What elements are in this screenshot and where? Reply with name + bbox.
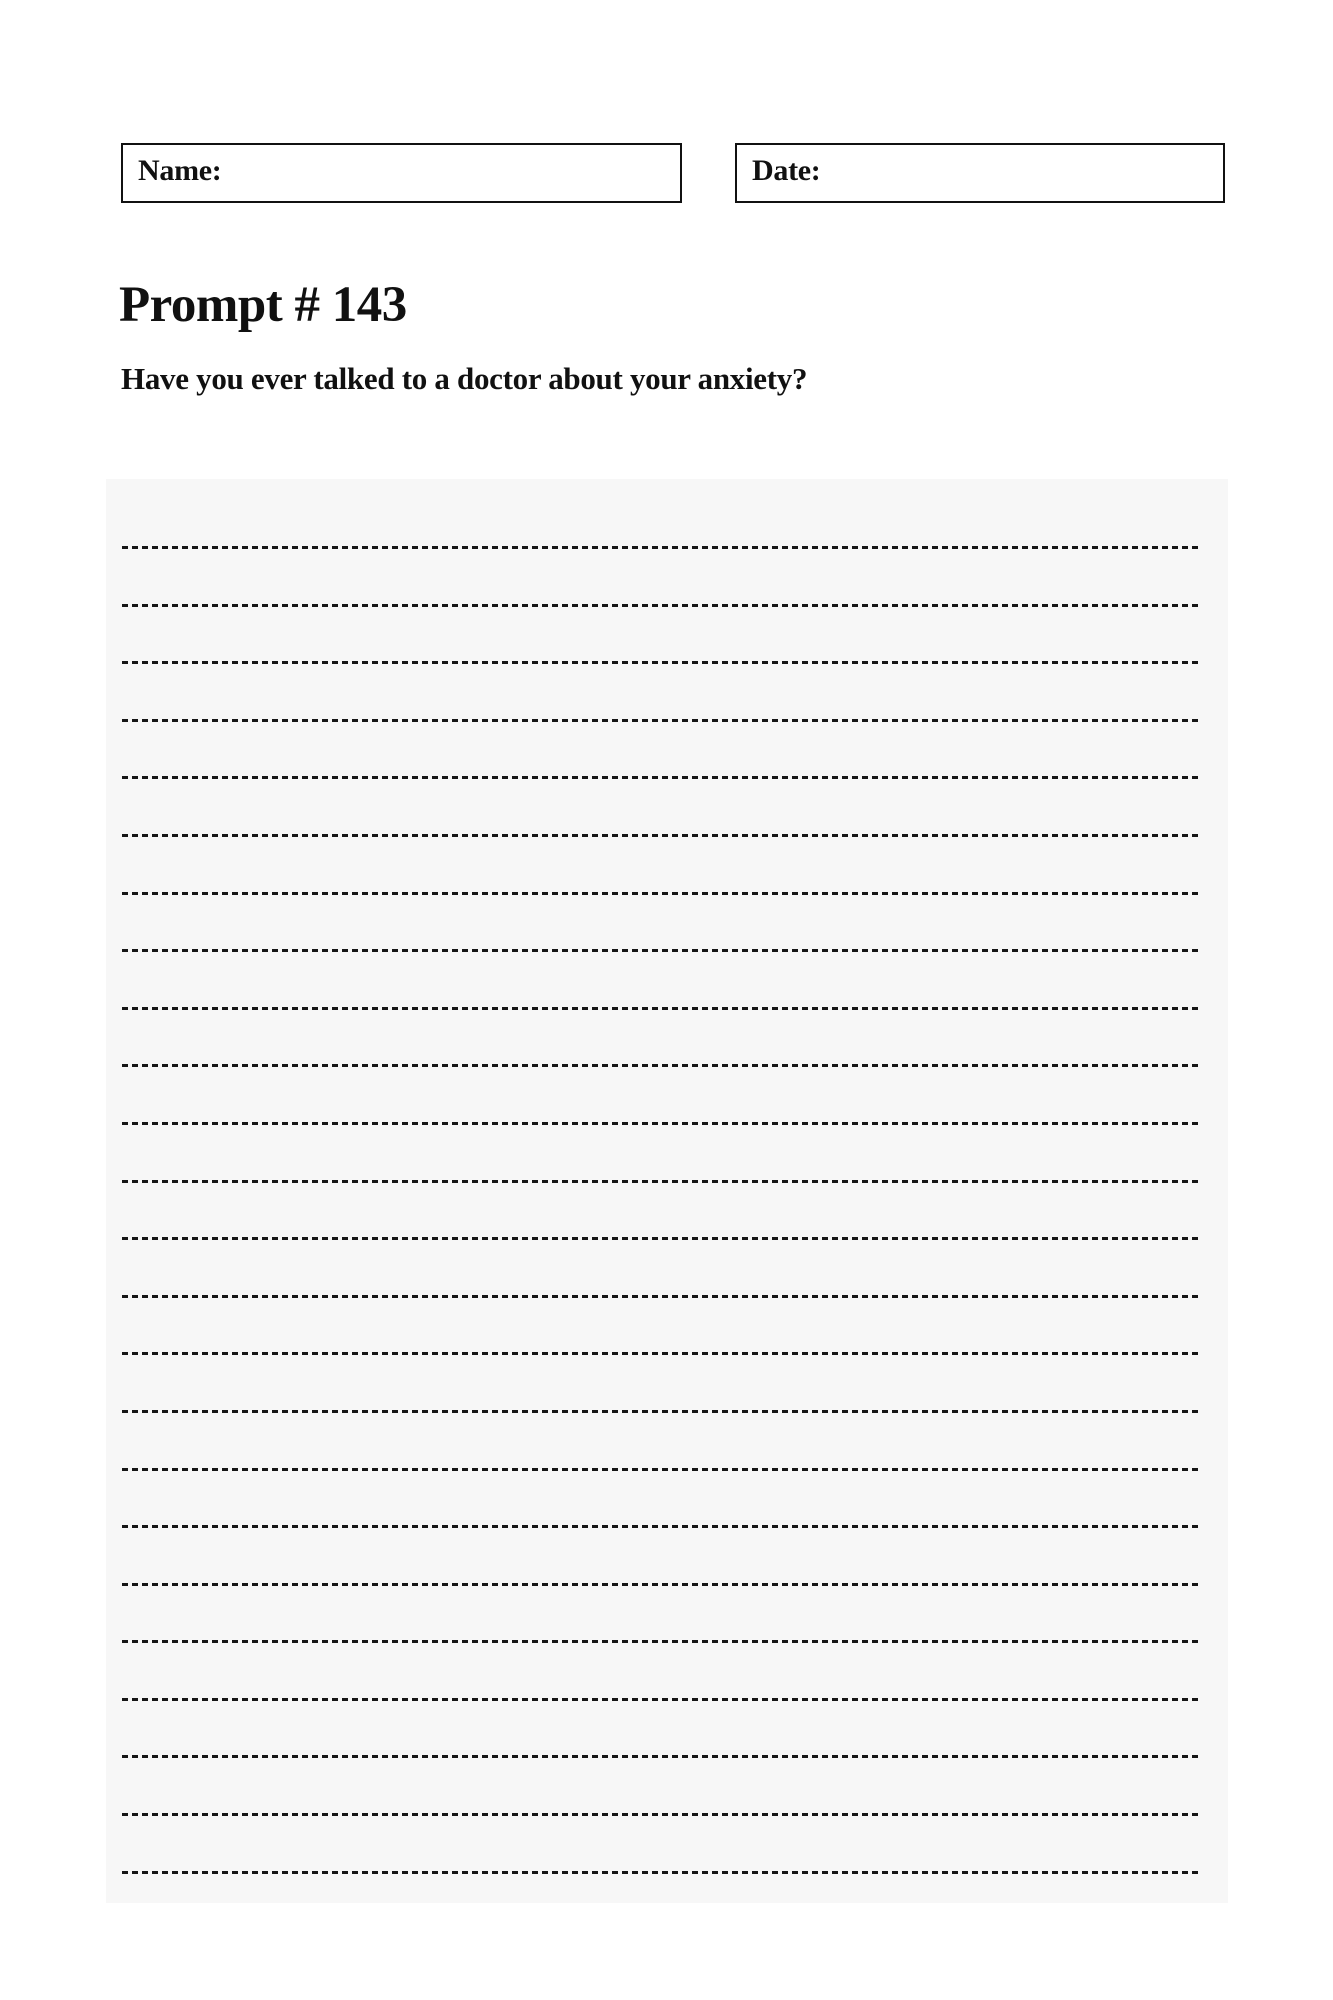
writing-line xyxy=(122,1410,1200,1413)
writing-line xyxy=(122,1583,1200,1586)
prompt-title: Prompt # 143 xyxy=(119,277,407,333)
writing-line xyxy=(122,1813,1200,1816)
writing-line xyxy=(122,1755,1200,1758)
name-field-box[interactable] xyxy=(121,143,682,203)
date-field-box[interactable] xyxy=(735,143,1225,203)
writing-line xyxy=(122,1698,1200,1701)
writing-line xyxy=(122,1525,1200,1528)
writing-line xyxy=(122,892,1200,895)
writing-line xyxy=(122,1352,1200,1355)
writing-area[interactable] xyxy=(106,479,1228,1903)
writing-line xyxy=(122,661,1200,664)
writing-line xyxy=(122,834,1200,837)
date-label: Date: xyxy=(752,154,821,187)
name-label: Name: xyxy=(138,154,222,187)
writing-line xyxy=(122,1064,1200,1067)
writing-line xyxy=(122,1007,1200,1010)
writing-line xyxy=(122,1180,1200,1183)
writing-line xyxy=(122,604,1200,607)
writing-line xyxy=(122,949,1200,952)
writing-line xyxy=(122,1295,1200,1298)
date-input-area[interactable] xyxy=(820,145,1223,201)
writing-line xyxy=(122,776,1200,779)
writing-line xyxy=(122,1640,1200,1643)
writing-line xyxy=(122,546,1200,549)
writing-line xyxy=(122,719,1200,722)
prompt-question: Have you ever talked to a doctor about your anxiety? xyxy=(121,361,808,396)
writing-line xyxy=(122,1122,1200,1125)
writing-line xyxy=(122,1871,1200,1874)
writing-line xyxy=(122,1237,1200,1240)
writing-lines xyxy=(122,546,1200,1874)
name-input-area[interactable] xyxy=(221,145,680,201)
writing-line xyxy=(122,1468,1200,1471)
